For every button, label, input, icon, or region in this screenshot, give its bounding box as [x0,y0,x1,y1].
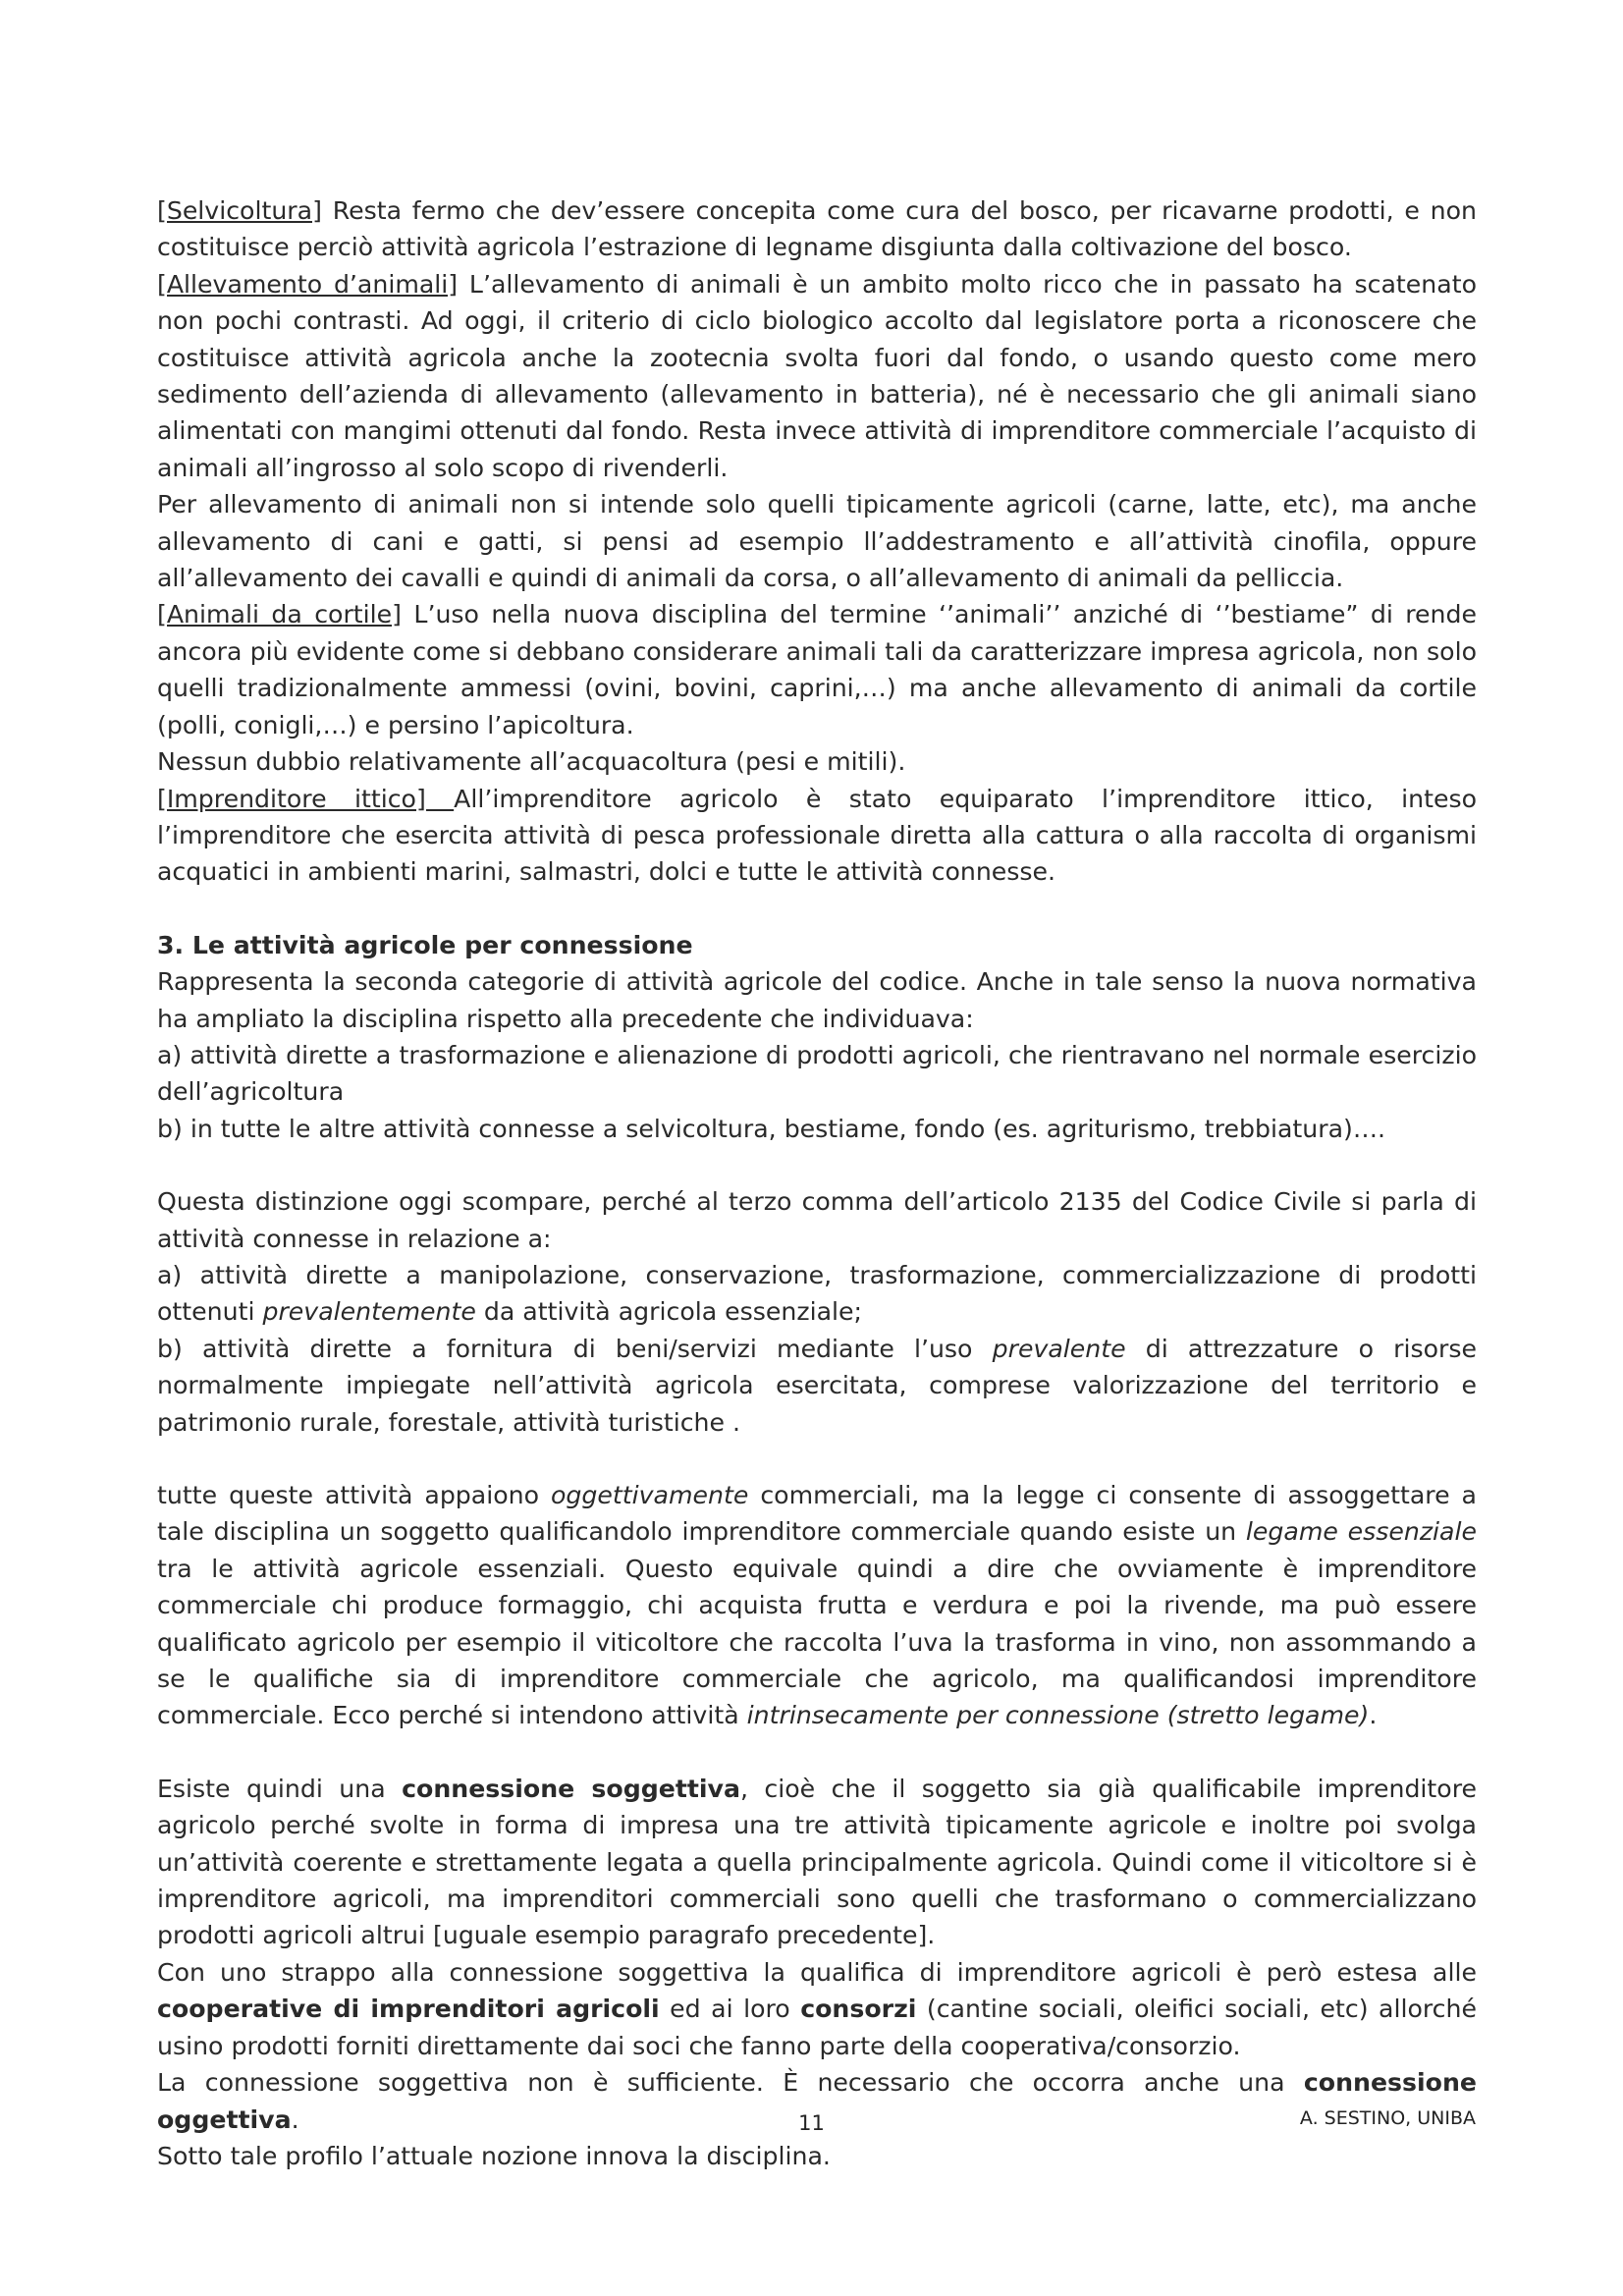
paragraph-seconda-categoria: Rappresenta la seconda categorie di attività agricole del codice. Anche in tale senso la nuova normativa ha ampliato la disciplina rispetto alla precedente che individuava: [157,967,1477,1033]
paragraph-connessione-soggettiva: Esiste quindi una connessione soggettiva, cioè che il soggetto sia già qualificabile imprenditore agricolo perché svolte in forma di impresa una tre attività tipicamente agricole e inoltre poi svolga un’attività coerente e strettamente legata a quella principalmente agricola. Quindi come il viticoltore si è imprenditore agricoli, ma imprenditori commerciali sono quelli che trasformano o commercializzano prodotti agricoli altrui [uguale esempio paragrafo precedente]. [157,1774,1478,1950]
paragraph-allevamento: [Allevamento d’animali] L’allevamento di animali è un ambito molto ricco che in passato ha scatenato non pochi contrasti. Ad oggi, il criterio di ciclo biologico accolto dal legislatore porta a riconoscere che costituisce attività agricola anche la zootecnia svolta fuori dal fondo, o usando questo come mero sedimento dell’azienda di allevamento (allevamento in batteria), né è necessario che gli animali siano alimentati con mangimi ottenuti dal fondo. Resta invece attività di imprenditore commerciale l’acquisto di animali all’ingrosso al solo scopo di rivenderli. [157,269,1477,482]
paragraph-connessione-oggettiva: La connessione soggettiva non è sufficiente. È necessario che occorra anche una connessione oggettiva. [157,2068,1477,2134]
paragraph-animali-cortile: [Animali da cortile] L’uso nella nuova disciplina del termine ‘’animali’’ anziché di ‘’bestiame” di rende ancora più evidente come si debbano considerare animali tali da caratterizzare impresa agricola, non solo quelli tradizionalmente ammessi (ovini, bovini, caprini,…) ma anche allevamento di animali da cortile (polli, conigli,…) e persino l’apicoltura. [157,600,1477,739]
paragraph-selvicoltura: [Selvicoltura] Resta fermo che dev’essere concepita come cura del bosco, per ricavarne prodotti, e non costituisce perciò attività agricola l’estrazione di legname disgiunta dalla coltivazione del bosco. [157,196,1477,262]
footer-author: A. SESTINO, UNIBA [1299,2107,1476,2129]
tag-imprenditore-ittico: [Imprenditore ittico] [157,784,455,813]
paragraph-allevamento-animali: Per allevamento di animali non si intende solo quelli tipicamente agricoli (carne, latte, etc), ma anche allevamento di cani e gatti, si pensi ad esempio ll’addestramento e all’attività cinofila, oppure all’allevamento dei cavalli e quindi di animali da corsa, o all’allevamento di animali da pelliccia. [157,490,1477,593]
spacer [157,1147,1477,1183]
paragraph-imprenditore-ittico: [Imprenditore ittico] All’imprenditore agricolo è stato equiparato l’imprenditore ittico, inteso l’imprenditore che esercita attività di pesca professionale diretta alla cattura o alla raccolta di organismi acquatici in ambienti marini, salmastri, dolci e tutte le attività connesse. [157,784,1477,887]
spacer [157,1734,1477,1771]
page-number: 11 [798,2111,825,2135]
tag-allevamento: [Allevamento d’animali] [157,269,459,299]
spacer [157,1441,1477,1477]
spacer [157,891,1477,927]
list-item-b-old: b) in tutte le altre attività connesse a selvicoltura, bestiame, fondo (es. agriturismo, trebbiatura)…. [157,1114,1386,1143]
paragraph-profilo: Sotto tale profilo l’attuale nozione innova la disciplina. [157,2141,831,2170]
list-item-a-new: a) attività dirette a manipolazione, conservazione, trasformazione, commercializzazione di prodotti ottenuti prevalentemente da attività agricola essenziale; [157,1260,1477,1327]
list-item-b-new: b) attività dirette a fornitura di beni/servizi mediante l’uso prevalente di attrezzature o risorse normalmente impiegate nell’attività agricola esercitata, comprese valorizzazione del territorio e patrimonio rurale, forestale, attività turistiche . [157,1334,1477,1437]
section-heading: 3. Le attività agricole per connessione [157,930,693,959]
tag-animali-cortile: [Animali da cortile] [157,600,403,629]
document-body [157,192,1477,2174]
paragraph-oggettivamente: tutte queste attività appaiono oggettivamente commerciali, ma la legge ci consente di assoggettare a tale disciplina un soggetto qualificandolo imprenditore commerciale quando esiste un legame essenziale tra le attività agricole essenziali. Questo equivale quindi a dire che ovviamente è imprenditore commerciale chi produce formaggio, chi acquista frutta e verdura e poi la rivende, ma può essere qualificato agricolo per esempio il viticoltore che raccolta l’uva la trasforma in vino, non assommando a se le qualifiche sia di imprenditore commerciale che agricolo, ma qualificandosi imprenditore commerciale. Ecco perché si intendono attività intrinsecamente per connessione (stretto legame). [157,1481,1477,1730]
paragraph-cooperative: Con uno strappo alla connessione soggettiva la qualifica di imprenditore agricoli è però estesa alle cooperative di imprenditori agricoli ed ai loro consorzi (cantine sociali, oleifici sociali, etc) allorché usino prodotti forniti direttamente dai soci che fanno parte della cooperativa/consorzio. [157,1957,1477,2060]
paragraph-acquacoltura: Nessun dubbio relativamente all’acquacoltura (pesi e mitili). [157,747,906,777]
paragraph-distinzione: Questa distinzione oggi scompare, perché al terzo comma dell’articolo 2135 del Codice Civile si parla di attività connesse in relazione a: [157,1187,1477,1253]
tag-selvicoltura: [Selvicoltura] [157,196,322,225]
list-item-a-old: a) attività dirette a trasformazione e alienazione di prodotti agricoli, che rientravano nel normale esercizio dell’agricoltura [157,1040,1477,1107]
